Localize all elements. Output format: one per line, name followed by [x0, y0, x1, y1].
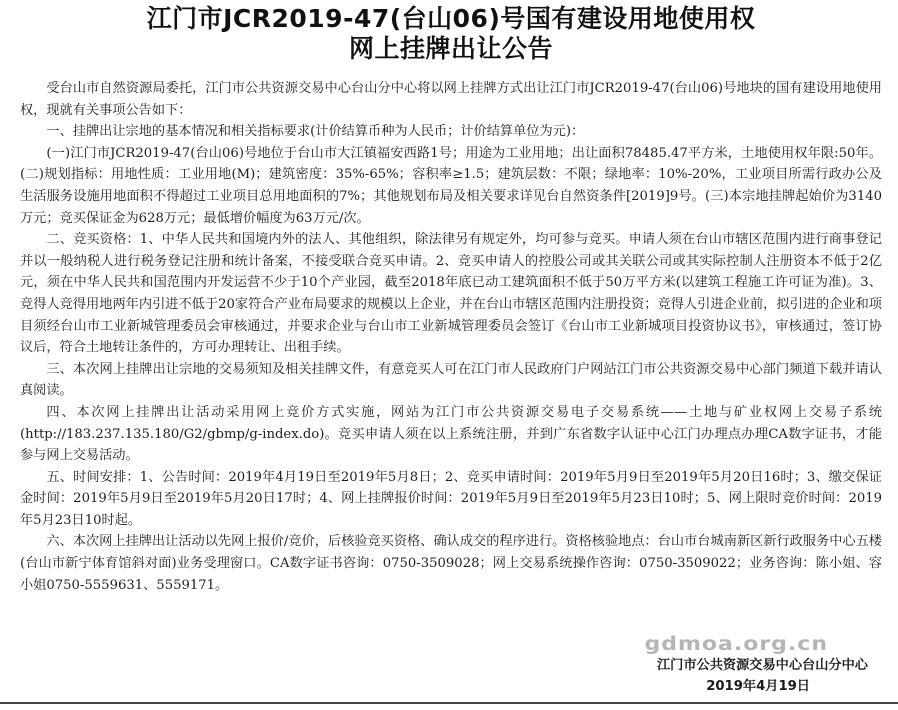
notice-title: [20, 4, 882, 64]
watermark: gdmoa.org.cn: [644, 633, 828, 656]
notice-title-line-1: 江门市JCR2019-47(台山06)号国有建设用地使用权: [146, 4, 756, 33]
section-6-procedure-contacts: 六、本次网上挂牌出让活动以先网上报价/竞价，后核验竞买资格、确认成交的程序进行。资格核验地点：台山市台城南新区新行政服务中心五楼(台山市新宁体育馆斜对面)业务受理窗口。CA数字证书咨询：0750-3509028；网上交易系统操作咨询：0750-3509022；业务咨询：陈小姐、容小姐0750-5559631、5559171。: [20, 534, 882, 593]
issue-date: 2019年4月19日: [706, 679, 810, 694]
section-3-documents: 三、本次网上挂牌出让宗地的交易须知及相关挂牌文件，有意竞买人可在江门市人民政府门户网站江门市公共资源交易中心部门频道下载并请认真阅读。: [20, 361, 882, 399]
section-4-online-bidding: 四、本次网上挂牌出让活动采用网上竞价方式实施，网站为江门市公共资源交易电子交易系统——土地与矿业权网上交易子系统(http://183.237.135.180/G2/gbmp/g-index.do)。竞买申请人须在以上系统注册，并到广东省数字认证中心江门办理点办理CA数字证书，才能参与网上交易活动。: [20, 404, 882, 464]
signature-block: [568, 633, 868, 698]
issuing-organization: 江门市公共资源交易中心台山分中心: [657, 658, 868, 673]
section-2-qualification: 二、竞买资格：1、中华人民共和国境内外的法人、其他组织，除法律另有规定外，均可参与竞买。申请人须在台山市辖区范围内进行商事登记并以一般纳税人进行税务登记注册和统计备案，不接受联合竞买申请。2、竞买申请人的控股公司或其关联公司或其实际控制人注册资本不低于2亿元，须在中华人民共和国范围内开发运营不少于10个产业园，截至2018年底已动工建筑面积不低于50万平方米(以建筑工程施工许可证为准)。3、竞得人竞得用地两年内引进不低于20家符合产业布局要求的规模以上企业，并在台山市辖区范围内注册投资；竞得人引进企业前，拟引进的企业和项目须经台山市工业新城管理委员会审核通过，并要求企业与台山市工业新城管理委员会签订《台山市工业新城项目投资协议书》，审核通过，签订协议后，符合土地转让条件的，方可办理转让、出租手续。: [20, 232, 882, 356]
section-1-details: (一)江门市JCR2019-47(台山06)号地位于台山市大江镇福安西路1号；用途为工业用地；出让面积78485.47平方米，土地使用权年限:50年。(二)规划指标：用地性质：工业用地(M)；建筑密度：35%-65%；容积率≥1.5；建筑层数：不限；绿地率：10%-20%，工业项目所需行政办公及生活服务设施用地面积不得超过工业项目总用地面积的7%；其他规划布局及相关要求详见台自然资条件[2019]9号。(三)本宗地挂牌起始价为3140万元；竞买保证金为628万元；最低增价幅度为63万元/次。: [20, 145, 882, 226]
section-5-schedule: 五、时间安排：1、公告时间：2019年4月19日至2019年5月8日；2、竞买申请时间：2019年5月9日至2019年5月20日16时；3、缴交保证金时间：2019年5月9日至2019年5月20日17时；4、网上挂牌报价时间：2019年5月9日至2019年5月23日10时；5、网上限时竞价时间：2019年5月23日10时起。: [20, 469, 882, 528]
notice-body: [20, 78, 882, 596]
notice-title-line-2: 网上挂牌出让公告: [348, 34, 553, 63]
section-1-heading: 一、挂牌出让宗地的基本情况和相关指标要求(计价结算币种为人民币；计价结算单位为元)：: [46, 124, 585, 140]
intro-paragraph: 受台山市自然资源局委托，江门市公共资源交易中心台山分中心将以网上挂牌方式出让江门市JCR2019-47(台山06)号地块的国有建设用地使用权，现就有关事项公告如下：: [20, 81, 882, 118]
bottom-divider: [0, 702, 898, 704]
